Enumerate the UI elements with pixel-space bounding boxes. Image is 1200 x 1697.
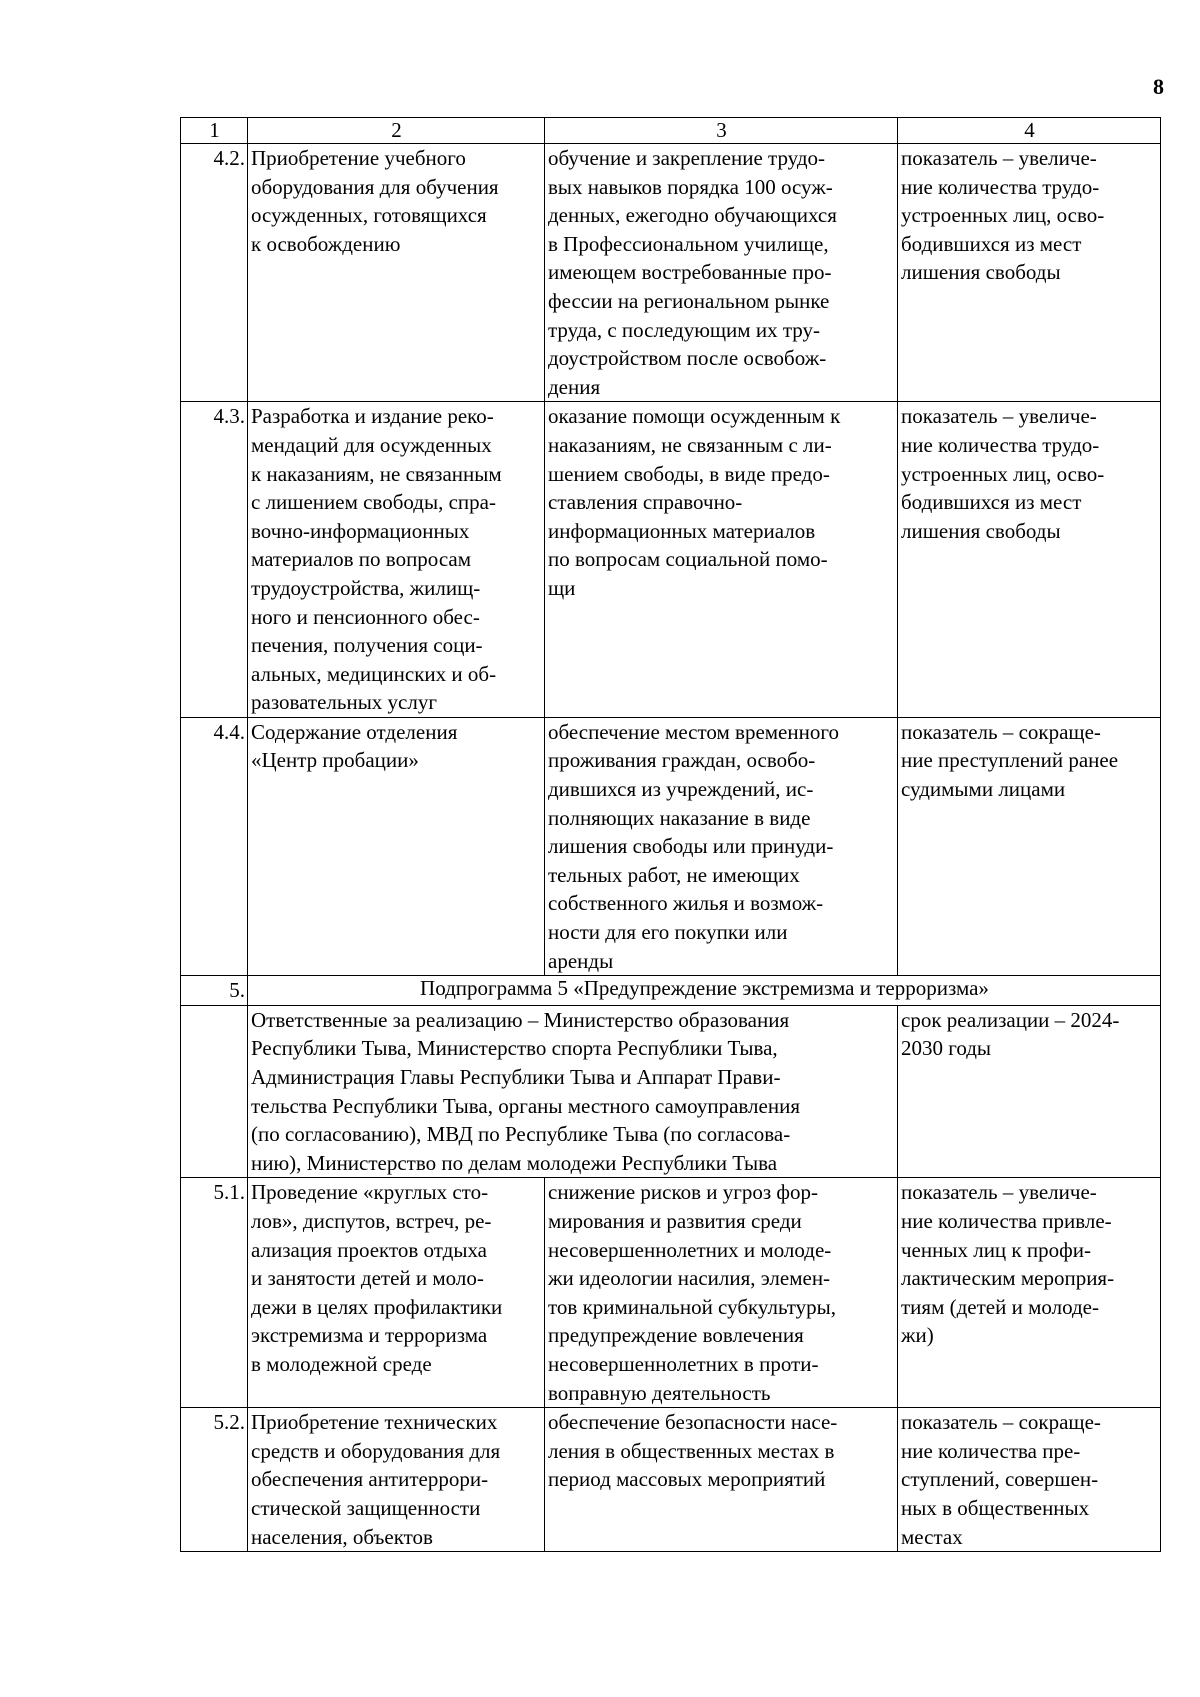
header-cell: 4: [898, 118, 1161, 144]
result-cell: [545, 402, 898, 718]
subprogram-responsible-row: [181, 1005, 1161, 1178]
row-number: 4.4.: [181, 717, 248, 975]
result-cell: [545, 717, 898, 975]
term-cell: [898, 1005, 1161, 1178]
indicator-text: показатель – увеличе- ние количества трудо- устроенных лиц, осво- бодившихся из мест лишения свободы: [901, 146, 1105, 285]
program-table: [180, 117, 1161, 1552]
indicator-cell: [898, 144, 1161, 402]
header-row: [181, 118, 1161, 144]
indicator-text: показатель – увеличе- ние количества трудо- устроенных лиц, осво- бодившихся из мест лишения свободы: [901, 404, 1105, 543]
table-row: [181, 717, 1161, 975]
result-cell: [545, 1408, 898, 1552]
indicator-text: показатель – увеличе- ние количества привле- ченных лиц к профи- лактическим мероприя- тиям (детей и молоде- жи): [901, 1180, 1115, 1348]
result-text: обучение и закрепление трудо- вых навыков порядка 100 осуж- денных, ежегодно обучающихся в Профессиональном училище, имеющем востребованные про- фессии на региональном рынке труда, с последующим их тру- доустройством после освобож- дения: [548, 146, 837, 399]
result-cell: [545, 144, 898, 402]
subprogram-title: Подпрограмма 5 «Предупреждение экстремизма и терроризма»: [248, 976, 1161, 1006]
result-text: оказание помощи осужденным к наказаниям, не связанным с ли- шением свободы, в виде предо- ставления справочно- информационных материалов по вопросам социальной помо- щи: [548, 404, 841, 600]
result-text: обеспечение местом временного проживания граждан, освобо- дившихся из учреждений, ис- полняющих наказание в виде лишения свободы или принуди- тельных работ, не имеющих собственного жилья и возмож- ности для его покупки или аренды: [548, 719, 839, 973]
indicator-cell: [898, 402, 1161, 718]
row-number: 5.1.: [181, 1178, 248, 1408]
empty-cell: [181, 1005, 248, 1178]
table-row: [181, 402, 1161, 718]
row-number: 4.3.: [181, 402, 248, 718]
table-row: [181, 144, 1161, 402]
header-cell: 2: [248, 118, 545, 144]
responsible-text: Ответственные за реализацию – Министерство образования Республики Тыва, Министерство спорта Республики Тыва, Администрация Главы Республики Тыва и Аппарат Прави- тельства Республики Тыва, органы местного самоуправления (по согласованию), МВД по Республике Тыва (по согласова- нию), Министерство по делам молодежи Республики Тыва: [251, 1007, 800, 1175]
event-text: Разработка и издание реко- мендаций для осужденных к наказаниям, не связанным с лишением свободы, спра- вочно-информационных материалов по вопросам трудоустройства, жилищ- ного и пенсионного обес- печения, получения соци- альных, медицинских и об- разовательных услуг: [251, 404, 502, 715]
result-cell: [545, 1178, 898, 1408]
indicator-cell: [898, 1178, 1161, 1408]
indicator-text: показатель – сокраще- ние преступлений ранее судимыми лицами: [901, 719, 1119, 802]
header-cell: 1: [181, 118, 248, 144]
page-number: 8: [1153, 74, 1164, 99]
result-text: обеспечение безопасности насе- ления в общественных местах в период массовых мероприятий: [548, 1410, 838, 1492]
event-cell: [248, 402, 545, 718]
indicator-cell: [898, 1408, 1161, 1552]
table-row: [181, 1408, 1161, 1552]
subprogram-title-row: [181, 976, 1161, 1006]
event-text: Приобретение технических средств и оборудования для обеспечения антитеррори- стической защищенности населения, объектов: [251, 1410, 501, 1549]
indicator-cell: [898, 717, 1161, 975]
table-row: [181, 1178, 1161, 1408]
result-text: снижение рисков и угроз фор- мирования и развития среди несовершеннолетних и молоде- жи идеологии насилия, элемен- тов криминальной субкультуры, предупреждение вовлечения несовершеннолетних в проти- воправную деятельность: [548, 1180, 837, 1405]
event-cell: [248, 1408, 545, 1552]
responsible-cell: [248, 1005, 898, 1178]
subprogram-number: 5.: [181, 976, 248, 1006]
event-cell: [248, 1178, 545, 1408]
event-text: Приобретение учебного оборудования для обучения осужденных, готовящихся к освобождению: [251, 146, 499, 256]
term-text: срок реализации – 2024- 2030 годы: [901, 1007, 1120, 1061]
event-cell: [248, 717, 545, 975]
event-cell: [248, 144, 545, 402]
event-text: Проведение «круглых сто- лов», диспутов, встреч, ре- ализация проектов отдыха и занятости детей и моло- дежи в целях профилактики экстремизма и терроризма в молодежной среде: [251, 1180, 503, 1376]
row-number: 4.2.: [181, 144, 248, 402]
event-text: Содержание отделения «Центр пробации»: [251, 719, 458, 773]
indicator-text: показатель – сокраще- ние количества пре- ступлений, совершен- ных в общественных местах: [901, 1410, 1101, 1549]
row-number: 5.2.: [181, 1408, 248, 1552]
header-cell: 3: [545, 118, 898, 144]
